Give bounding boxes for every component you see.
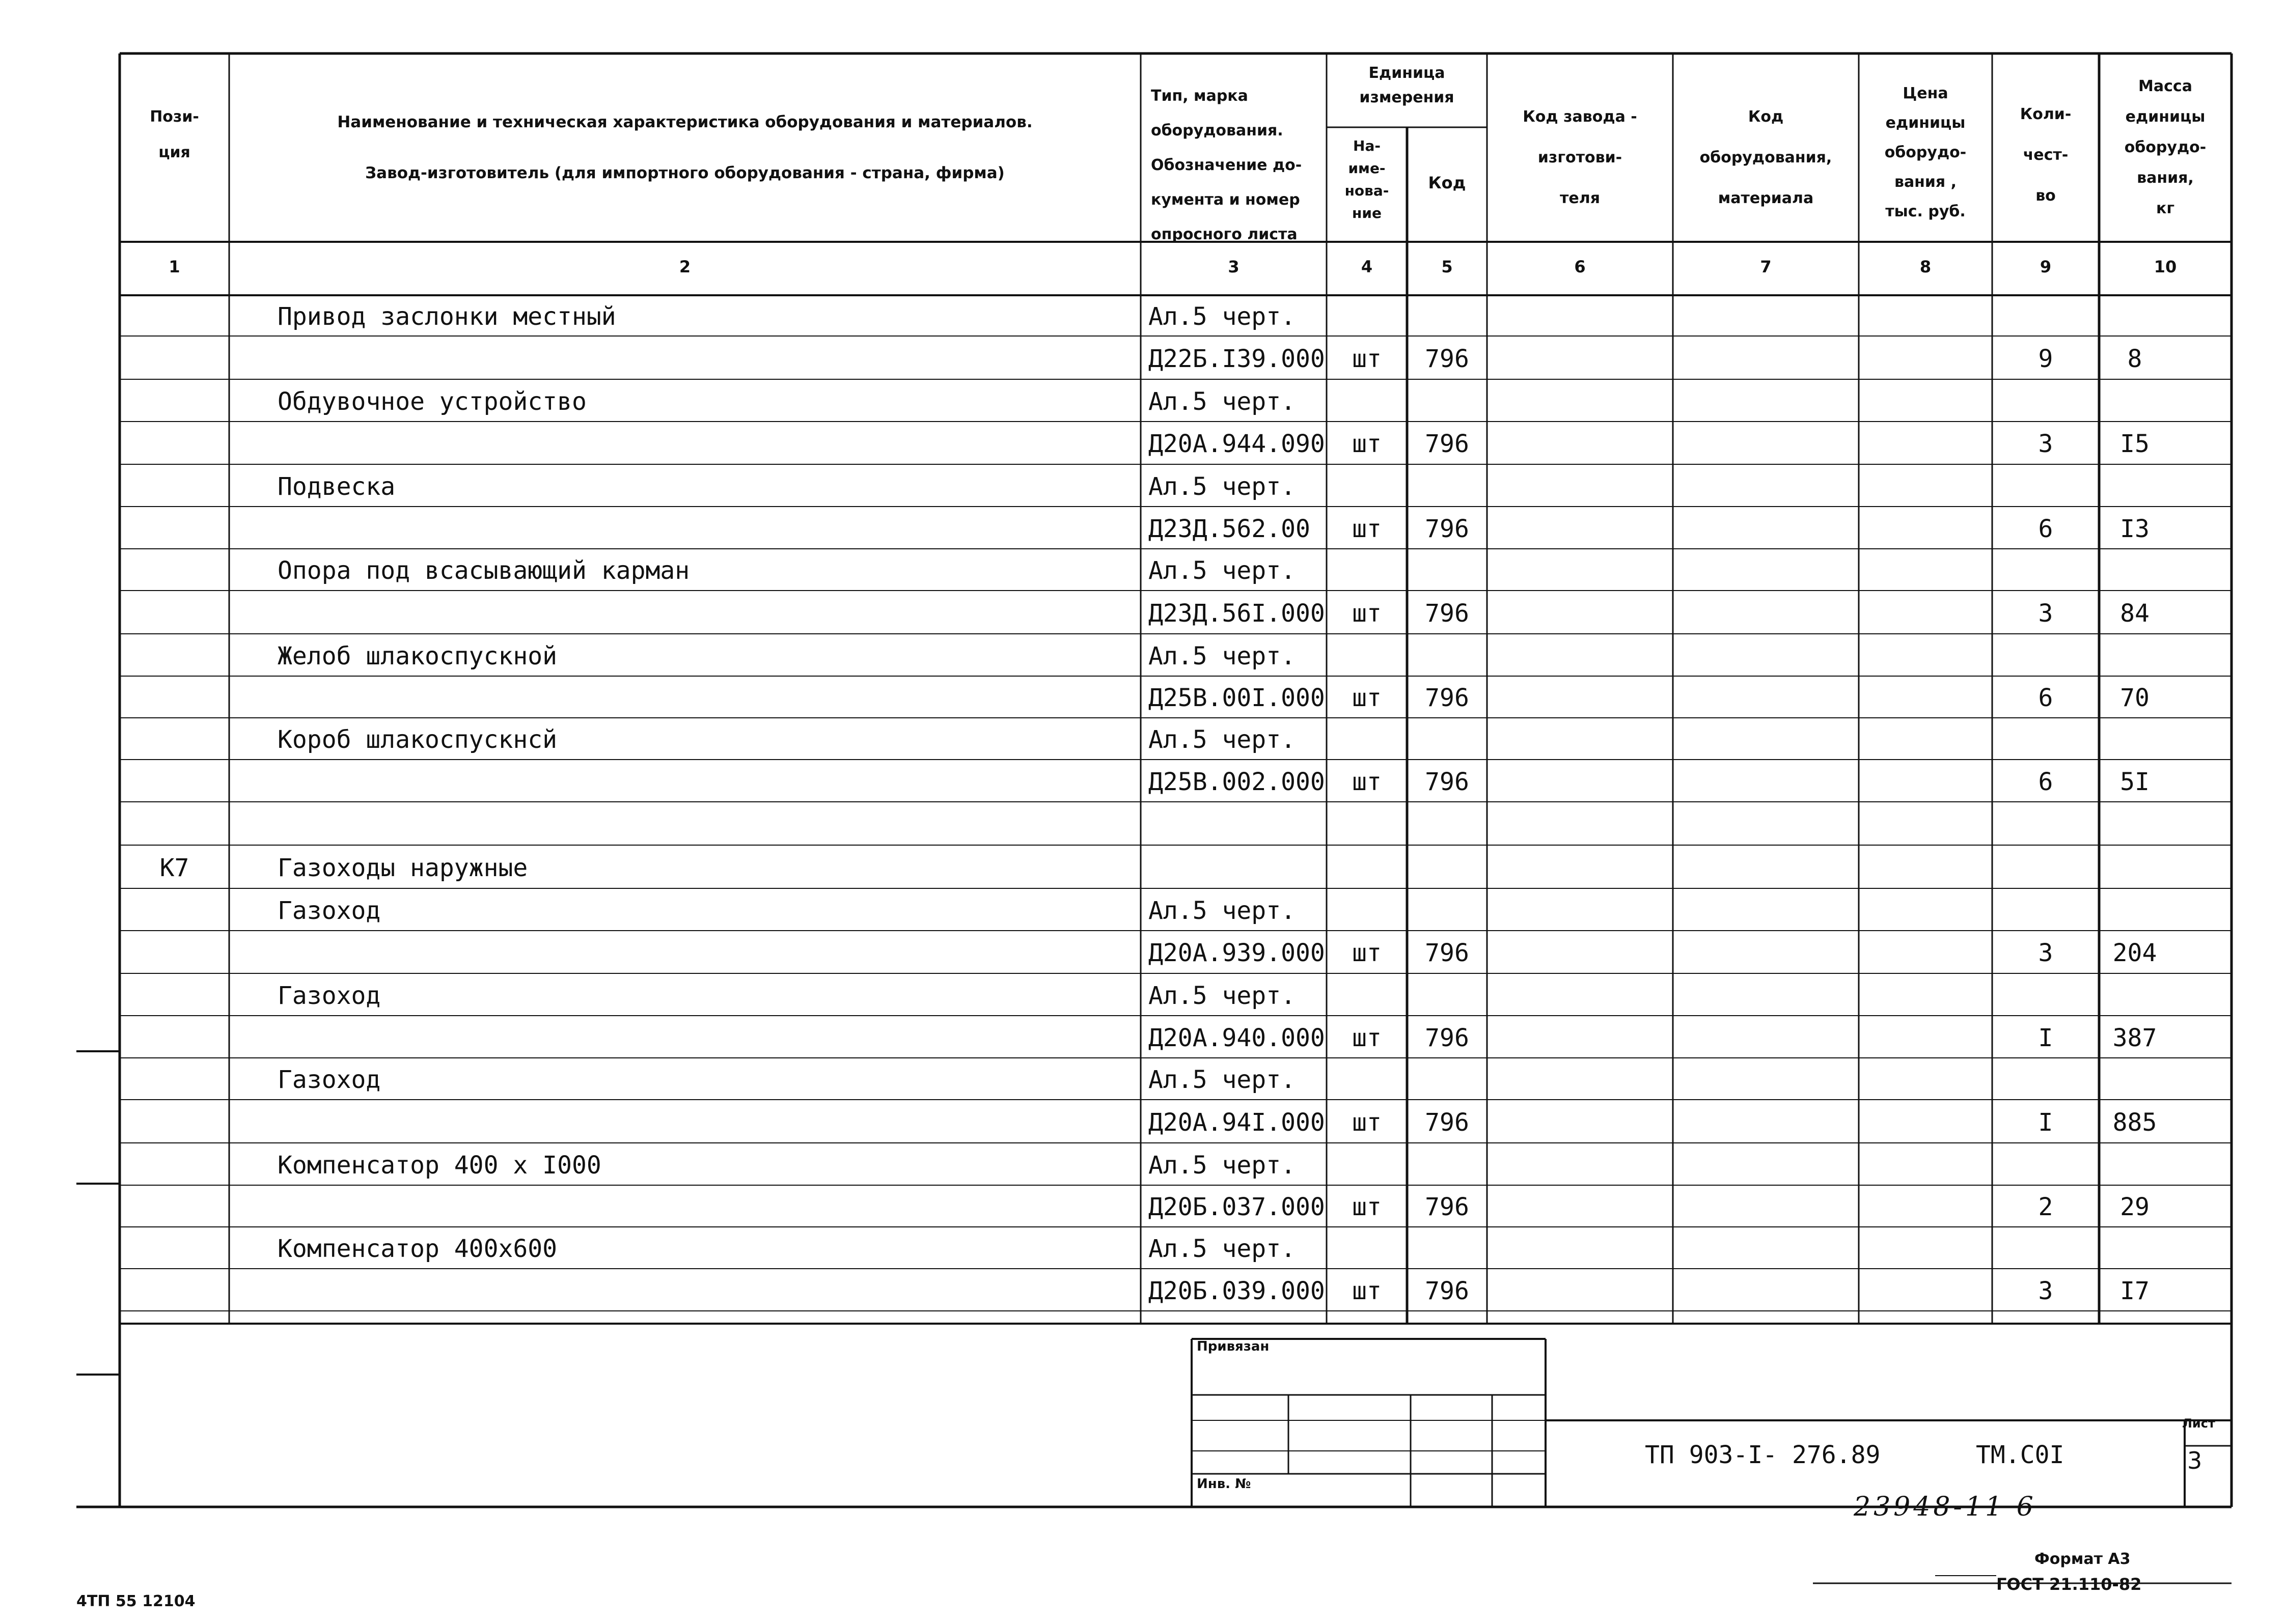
row-unit: шт — [1352, 599, 1382, 628]
row-name: Подвеска — [278, 472, 396, 501]
row-quantity: 9 — [2038, 344, 2053, 373]
paper-format: Формат А3 — [2034, 1550, 2131, 1568]
row-name: Компенсатор 400 х I000 — [278, 1151, 601, 1180]
row-mass: I5 — [2120, 430, 2150, 458]
row-unit-code: 796 — [1425, 344, 1469, 373]
row-unit: шт — [1352, 1276, 1382, 1305]
column-number: 4 — [1361, 257, 1373, 276]
row-unit: шт — [1352, 344, 1382, 373]
column-number: 9 — [2040, 257, 2052, 276]
sheet-label: Лист — [2182, 1416, 2215, 1431]
row-unit: шт — [1352, 1108, 1382, 1137]
row-mass: 885 — [2112, 1108, 2157, 1137]
row-document: Д25В.00I.000 — [1148, 684, 1325, 712]
row-document: Д20А.940.000 — [1148, 1023, 1325, 1052]
column-number: 5 — [1441, 257, 1453, 276]
header-col-maker-code: Код завода - изготови- теля — [1523, 108, 1637, 207]
row-name: Газоход — [278, 981, 381, 1010]
row-document: Ал.5 черт. — [1148, 981, 1296, 1010]
header-col-name: Наименование и техническая характеристика оборудования и материалов. Завод-изготовитель (для импортного оборудования - страна, фирма) — [337, 113, 1033, 182]
row-quantity: I — [2038, 1108, 2053, 1137]
row-unit: шт — [1352, 1023, 1382, 1052]
row-document: Д20А.939.000 — [1148, 939, 1325, 967]
row-document: Ал.5 черт. — [1148, 1066, 1296, 1094]
row-quantity: 6 — [2038, 684, 2053, 712]
document-designation: ТП 903-I- 276.89 — [1645, 1441, 1881, 1469]
header-col-quantity: Коли- чест- во — [2020, 105, 2072, 205]
row-document: Ал.5 черт. — [1148, 641, 1296, 670]
row-unit: шт — [1352, 1193, 1382, 1221]
row-unit-code: 796 — [1425, 514, 1469, 543]
corner-code: 4ТП 55 12104 — [76, 1592, 196, 1610]
row-quantity: I — [2038, 1023, 2053, 1052]
row-document: Д22Б.I39.000 — [1148, 344, 1325, 373]
row-unit-code: 796 — [1425, 1276, 1469, 1305]
row-name: Газоходы наружные — [278, 853, 528, 882]
row-document: Ал.5 черт. — [1148, 896, 1296, 925]
row-document: Д20Б.039.000 — [1148, 1276, 1325, 1305]
stamp-inventory-label: Инв. № — [1197, 1476, 1251, 1492]
row-document: Д20Б.037.000 — [1148, 1193, 1325, 1221]
row-unit-code: 796 — [1425, 1023, 1469, 1052]
row-document: Ал.5 черт. — [1148, 1151, 1296, 1180]
row-unit-code: 796 — [1425, 599, 1469, 628]
row-document: Д20А.94I.000 — [1148, 1108, 1325, 1137]
row-quantity: 3 — [2038, 939, 2053, 967]
row-quantity: 2 — [2038, 1193, 2053, 1221]
row-document: Д25В.002.000 — [1148, 767, 1325, 796]
row-mass: 8 — [2127, 344, 2142, 373]
sheet-number: 3 — [2187, 1447, 2202, 1474]
column-number: 8 — [1919, 257, 1932, 276]
header-col-mass: Масса единицы оборудо- вания, кг — [2124, 77, 2207, 217]
header-col-equipment-code: Код оборудования, материала — [1699, 108, 1832, 207]
row-unit-code: 796 — [1425, 939, 1469, 967]
row-quantity: 3 — [2038, 1276, 2053, 1305]
row-unit-code: 796 — [1425, 430, 1469, 458]
header-col-position: Пози- ция — [150, 108, 199, 161]
row-position: К7 — [159, 853, 189, 882]
row-document: Ал.5 черт. — [1148, 1235, 1296, 1263]
row-mass: 29 — [2120, 1193, 2150, 1221]
row-name: Опора под всасывающий карман — [278, 556, 690, 585]
header-col-price: Цена единицы оборудо- вания , тыс. руб. — [1884, 85, 1967, 220]
row-name: Компенсатор 400х600 — [278, 1235, 558, 1263]
row-unit: шт — [1352, 684, 1382, 712]
gost-standard: ГОСТ 21.110-82 — [1996, 1575, 2142, 1594]
row-unit-code: 796 — [1425, 767, 1469, 796]
row-quantity: 6 — [2038, 514, 2053, 543]
row-mass: I3 — [2120, 514, 2150, 543]
header-col-type: Тип, марка оборудования. Обозначение до- кумента и номер опросного листа — [1151, 87, 1302, 243]
row-unit: шт — [1352, 767, 1382, 796]
stamp-privyazan-label: Привязан — [1197, 1339, 1270, 1354]
row-unit: шт — [1352, 939, 1382, 967]
column-number: 6 — [1574, 257, 1586, 276]
row-name: Газоход — [278, 896, 381, 925]
row-unit-code: 796 — [1425, 1193, 1469, 1221]
row-document: Ал.5 черт. — [1148, 725, 1296, 754]
row-document: Д20А.944.090 — [1148, 430, 1325, 458]
column-number: 1 — [169, 257, 180, 276]
document-mark: ТМ.С0I — [1976, 1441, 2064, 1469]
row-unit: шт — [1352, 430, 1382, 458]
column-number: 10 — [2154, 257, 2177, 276]
row-name: Обдувочное устройство — [278, 387, 587, 416]
row-quantity: 3 — [2038, 599, 2053, 628]
column-number: 3 — [1228, 257, 1240, 276]
row-unit: шт — [1352, 514, 1382, 543]
row-unit-code: 796 — [1425, 684, 1469, 712]
row-document: Д23Д.562.00 — [1148, 514, 1310, 543]
row-mass: 5I — [2120, 767, 2150, 796]
row-name: Короб шлакоспускнсй — [278, 725, 558, 754]
row-document: Ал.5 черт. — [1148, 387, 1296, 416]
row-quantity: 6 — [2038, 767, 2053, 796]
row-document: Д23Д.56I.000 — [1148, 599, 1325, 628]
row-mass: 70 — [2120, 684, 2150, 712]
row-name: Желоб шлакоспускной — [278, 641, 558, 670]
header-col-unit-code: Код — [1428, 173, 1466, 192]
row-name: Привод заслонки местный — [278, 302, 616, 331]
row-document: Ал.5 черт. — [1148, 556, 1296, 585]
column-number: 2 — [679, 257, 691, 276]
row-unit-code: 796 — [1425, 1108, 1469, 1137]
column-number: 7 — [1760, 257, 1772, 276]
row-document: Ал.5 черт. — [1148, 302, 1296, 331]
header-col-unit-name: На- име- нова- ние — [1344, 137, 1389, 221]
header-col-unit: Единица измерения — [1359, 64, 1454, 106]
row-mass: 387 — [2112, 1023, 2157, 1052]
row-mass: 204 — [2112, 939, 2157, 967]
handwritten-number: 23948-11 6 — [1854, 1492, 2036, 1522]
row-quantity: 3 — [2038, 430, 2053, 458]
row-name: Газоход — [278, 1066, 381, 1094]
table-grid-lines — [76, 53, 2232, 1583]
row-mass: I7 — [2120, 1276, 2150, 1305]
row-document: Ал.5 черт. — [1148, 472, 1296, 501]
row-mass: 84 — [2120, 599, 2150, 628]
